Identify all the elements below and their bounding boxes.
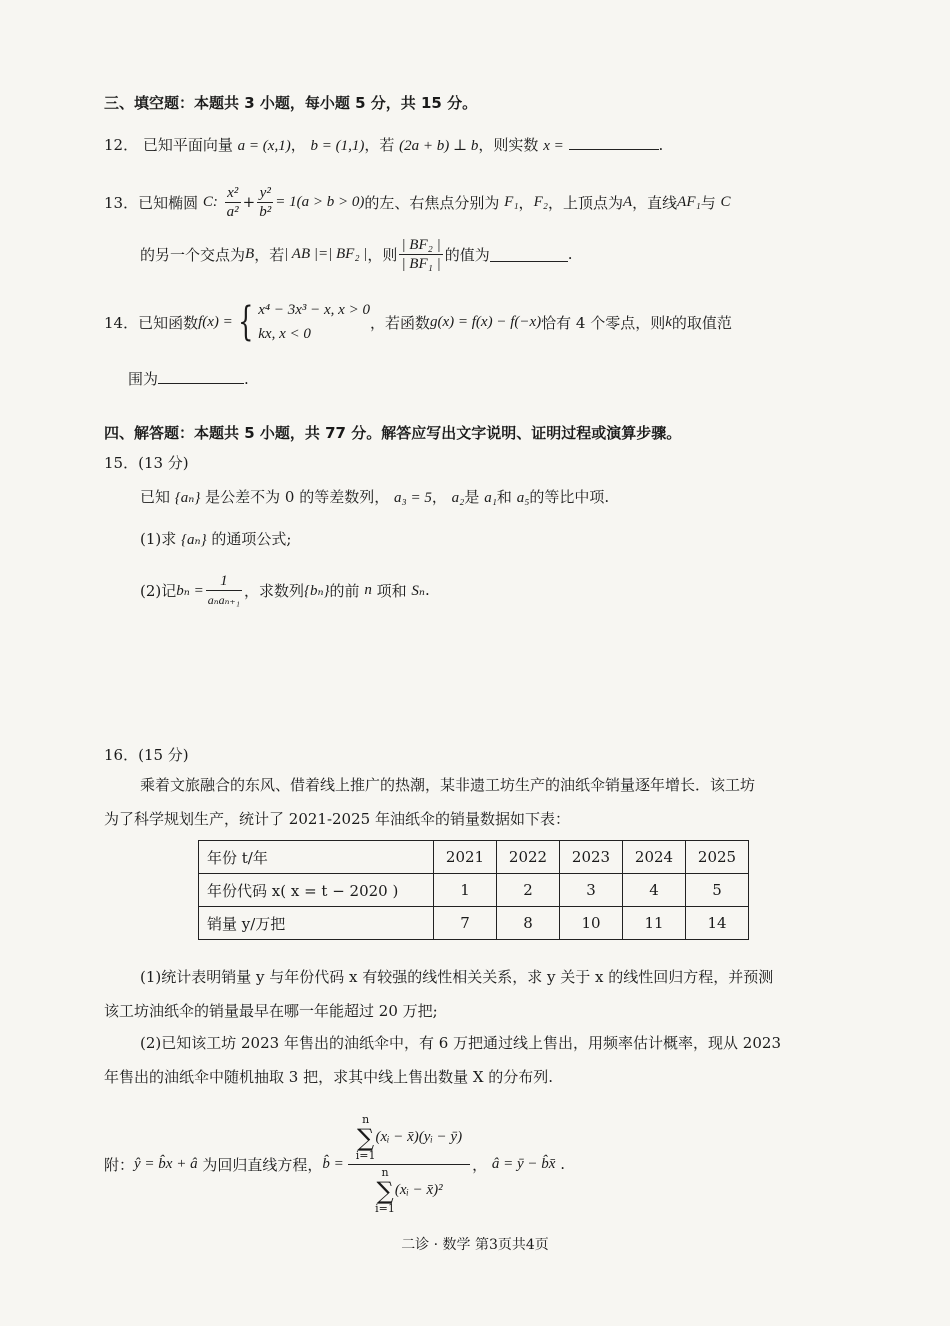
- focus-F1: F₁: [504, 193, 519, 210]
- q15-text: (2)记: [140, 581, 177, 600]
- q13-text: ，则: [367, 245, 398, 264]
- term-bn: bₙ =: [176, 582, 204, 599]
- piecewise-cases: [258, 298, 370, 346]
- numerator-term: (xᵢ − x̄)(yᵢ − ȳ): [375, 1129, 463, 1145]
- sum-lower: i=1: [355, 1148, 376, 1162]
- param-k: k: [665, 313, 672, 330]
- q14-text: 围为: [128, 370, 159, 388]
- answer-blank: [158, 369, 244, 384]
- fraction-x2-a2: [225, 184, 241, 221]
- q15-text: 是公差不为 0 的等差数列，: [205, 488, 390, 506]
- question-13-line-1: [104, 180, 731, 224]
- sum-upper: n: [362, 1112, 370, 1126]
- frac-den: b²: [259, 203, 272, 220]
- q15-text: 项和: [376, 581, 407, 600]
- question-15-header: 15．(13 分): [104, 454, 189, 472]
- q15-text: ，: [431, 488, 447, 506]
- table-row: [199, 907, 749, 940]
- q15-text: (1)求: [140, 530, 177, 548]
- sales-table: [198, 840, 749, 940]
- sigma-icon: ∑: [376, 1176, 394, 1205]
- table-cell: 5: [686, 874, 749, 907]
- x-equals: x =: [543, 138, 564, 154]
- b-hat: b̂ =: [322, 1155, 344, 1172]
- table-cell: 4: [623, 874, 686, 907]
- sequence-a: {aₙ}: [174, 490, 201, 506]
- table-cell: 2023: [560, 841, 623, 874]
- question-15-part-2: [140, 566, 430, 614]
- perp-condition: (2a + b) ⊥ b: [399, 138, 479, 154]
- q13-text: ，若: [254, 245, 285, 264]
- case-positive: x⁴ − 3x³ − x, x > 0: [258, 302, 370, 318]
- function-f: f(x) =: [198, 313, 233, 330]
- frac-den: a²: [226, 203, 239, 220]
- question-16-part-2-line-2: 年售出的油纸伞中随机抽取 3 把，求其中线上售出数量 X 的分布列.: [104, 1068, 554, 1086]
- question-16-header: 16．(15 分): [104, 746, 189, 764]
- plus: +: [242, 193, 256, 211]
- question-12: [104, 134, 663, 155]
- a-hat: â = ȳ − b̂x̄: [491, 1155, 556, 1172]
- table-cell: 11: [623, 907, 686, 940]
- fraction-bn: [206, 572, 242, 609]
- fraction-b-hat: [348, 1114, 470, 1215]
- term-a1: a₁: [484, 490, 497, 506]
- frac-den: [348, 1165, 470, 1215]
- table-row: [199, 841, 749, 874]
- question-16-part-1-line-1: (1)统计表明销量 y 与年份代码 x 有较强的线性相关关系，求 y 关于 x 的线性回归方程，并预测: [140, 968, 774, 986]
- ellipse-C: C:: [202, 193, 218, 210]
- frac-num: 1: [206, 572, 242, 591]
- appendix-end: .: [560, 1155, 566, 1173]
- page-footer: 二诊 · 数学 第3页共4页: [401, 1237, 549, 1253]
- point-A: A: [622, 193, 633, 210]
- function-g: g(x) = f(x) − f(−x): [429, 313, 542, 330]
- q14-text: 的取值范: [671, 313, 732, 332]
- frac-num: [348, 1114, 470, 1165]
- q13-text: 的左、右焦点分别为: [364, 193, 500, 212]
- brace-icon: {: [237, 299, 254, 345]
- table-cell: 14: [686, 907, 749, 940]
- q13-text: ，直线: [632, 193, 678, 212]
- question-14-line-2: [128, 368, 249, 389]
- q12-sep: ，若: [364, 136, 395, 154]
- frac-num: y²: [257, 184, 273, 203]
- table-cell: 3: [560, 874, 623, 907]
- fraction-y2-b2: [257, 184, 273, 221]
- distance-condition: | AB |=| BF₂ |: [284, 245, 368, 262]
- table-cell: 10: [560, 907, 623, 940]
- sum-Sn: Sₙ: [411, 582, 425, 599]
- q14-end: .: [244, 370, 249, 388]
- ellipse-C: C: [720, 193, 731, 210]
- focus-F2: F₂: [533, 193, 548, 210]
- q14-text: 已知函数: [138, 313, 199, 332]
- sum-upper: n: [381, 1165, 389, 1179]
- ellipse-condition: = 1(a > b > 0): [275, 193, 365, 210]
- q12-sep: ，: [290, 136, 306, 154]
- vector-a: a = (x,1): [237, 138, 291, 154]
- question-number: 12．: [104, 136, 139, 154]
- q13-text: 已知椭圆: [138, 193, 199, 212]
- question-16-part-1-line-2: 该工坊油纸伞的销量最早在哪一年能超过 20 万把;: [104, 1002, 438, 1020]
- term-a3: a₃ = 5: [394, 490, 432, 506]
- table-cell: 1: [434, 874, 497, 907]
- table-cell: 8: [497, 907, 560, 940]
- summation: [356, 1114, 376, 1162]
- sequence-a: {aₙ}: [181, 532, 207, 548]
- q15-text: .: [425, 581, 430, 599]
- question-15-part-1: [140, 528, 291, 549]
- term-a2: a₂: [451, 490, 465, 506]
- table-cell: 2: [497, 874, 560, 907]
- sequence-b: {bₙ}: [303, 582, 330, 599]
- table-cell: 2021: [434, 841, 497, 874]
- q14-text: ，若函数: [369, 313, 430, 332]
- row-header-year: 年份 t/年: [199, 841, 434, 874]
- vector-b: b = (1,1): [310, 138, 365, 154]
- q15-text: 和: [496, 488, 512, 506]
- question-14-line-1: [104, 296, 732, 348]
- q15-text: 是: [464, 488, 480, 506]
- q13-text: 的值为: [444, 245, 490, 264]
- q15-text: 的等比中项.: [529, 488, 610, 506]
- appendix-formula: [104, 1112, 565, 1216]
- row-header-code: 年份代码 x( x = t − 2020 ): [199, 874, 434, 907]
- frac-num: x²: [225, 184, 241, 203]
- q15-text: 的前: [329, 581, 360, 600]
- point-B: B: [245, 245, 255, 262]
- answer-blank: [569, 135, 659, 150]
- q12-end: .: [658, 136, 664, 154]
- var-n: n: [364, 581, 372, 598]
- frac-den: | BF₁ |: [401, 255, 441, 272]
- question-16-part-2-line-1: (2)已知该工坊 2023 年售出的油纸伞中，有 6 万把通过线上售出，用频率估计概率，现从 2023: [140, 1034, 781, 1052]
- q13-text: ，上顶点为: [547, 193, 623, 212]
- sigma-icon: ∑: [357, 1123, 375, 1152]
- q13-sep: ，: [518, 193, 534, 212]
- section-3-heading: 三、填空题：本题共 3 小题，每小题 5 分，共 15 分。: [104, 94, 478, 112]
- appendix-sep: ，: [472, 1155, 488, 1174]
- fraction-bf2-bf1: [399, 236, 442, 273]
- q13-text: 的另一个交点为: [140, 245, 246, 264]
- frac-den: aₙaₙ₊₁: [207, 592, 240, 607]
- frac-num: | BF₂ |: [401, 236, 441, 253]
- question-15-stem: [140, 486, 609, 507]
- table-row: [199, 874, 749, 907]
- denominator-term: (xᵢ − x̄)²: [394, 1182, 443, 1198]
- case-negative: kx, x < 0: [258, 326, 311, 342]
- appendix-text: 为回归直线方程，: [202, 1155, 323, 1174]
- q12-text: ，则实数: [478, 136, 539, 154]
- q15-text: 已知: [140, 488, 171, 506]
- question-16-intro-2: 为了科学规划生产，统计了 2021-2025 年油纸伞的销量数据如下表：: [104, 810, 570, 828]
- table-cell: 7: [434, 907, 497, 940]
- question-13-line-2: [140, 232, 573, 276]
- q13-text: 与: [700, 193, 716, 212]
- table-cell: 2022: [497, 841, 560, 874]
- summation: [375, 1167, 395, 1215]
- answer-blank: [490, 247, 568, 262]
- row-header-sales: 销量 y/万把: [199, 907, 434, 940]
- q15-text: 的通项公式;: [211, 530, 292, 548]
- term-a5: a₅: [516, 490, 530, 506]
- table-cell: 2024: [623, 841, 686, 874]
- q14-text: 恰有 4 个零点，则: [541, 313, 666, 332]
- question-16-intro-1: 乘着文旅融合的东风、借着线上推广的热潮，某非遗工坊生产的油纸伞销量逐年增长．该工坊: [140, 776, 756, 794]
- line-AF1: AF₁: [677, 193, 701, 210]
- question-number: 14．: [104, 313, 139, 332]
- q12-text: 已知平面向量: [142, 136, 233, 154]
- q13-end: .: [567, 245, 573, 263]
- sum-lower: i=1: [375, 1201, 395, 1215]
- question-number: 13．: [104, 193, 139, 212]
- table-cell: 2025: [686, 841, 749, 874]
- section-4-heading: 四、解答题：本题共 5 小题，共 77 分。解答应写出文字说明、证明过程或演算步骤。: [104, 424, 682, 442]
- q15-text: ，求数列: [243, 581, 304, 600]
- appendix-label: 附：: [104, 1155, 135, 1174]
- regression-equation: ŷ = b̂x + â: [134, 1155, 198, 1172]
